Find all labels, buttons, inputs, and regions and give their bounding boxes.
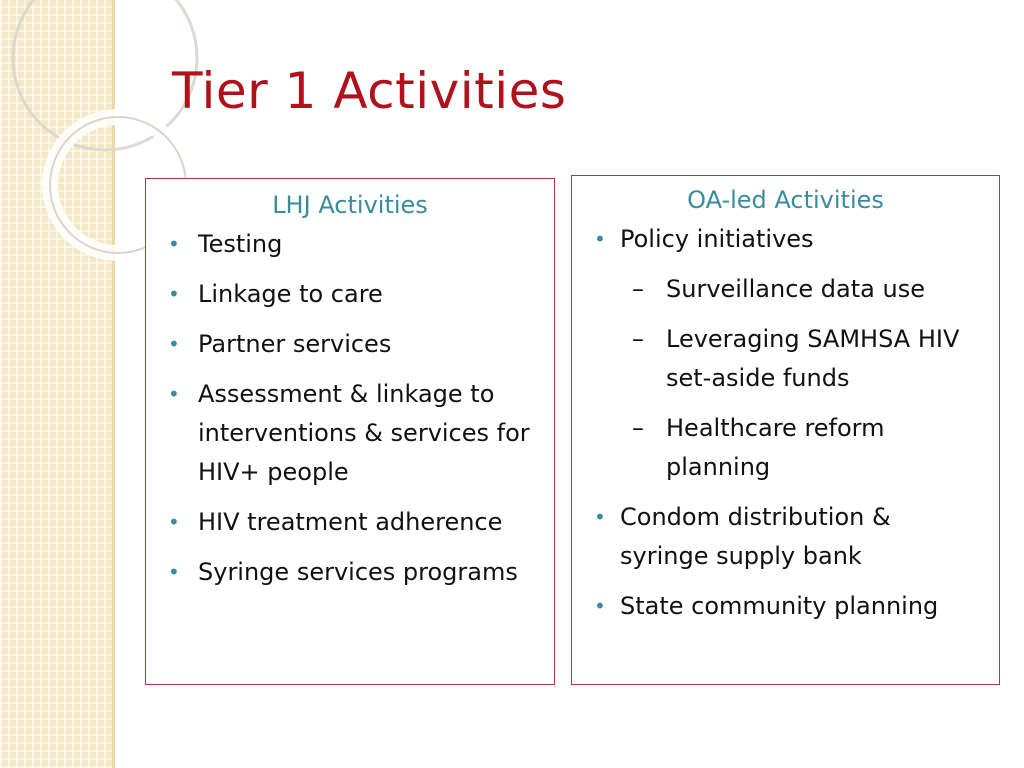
list-item-text: State community planning [620,592,939,620]
bullet-icon: • [168,332,180,356]
list-item-text: Partner services [198,330,392,358]
list-item-text: Policy initiatives [620,225,814,253]
sub-list-item-text: Leveraging SAMHSA HIV set-aside funds [666,325,960,392]
dash-icon: – [632,414,644,442]
bullet-icon: • [168,282,180,306]
list-item [572,587,999,626]
list-item [146,325,554,364]
list-item-text: Linkage to care [198,280,383,308]
list-item [572,220,999,487]
sub-list-item-text: Surveillance data use [666,275,925,303]
list-item [146,503,554,542]
list-item [146,375,554,492]
bullet-icon: • [168,510,180,534]
bullet-icon: • [594,594,606,618]
panel-header: OA-led Activities [687,186,884,214]
panel-header: LHJ Activities [272,191,428,219]
list-item [146,275,554,314]
list-item-text: Syringe services programs [198,558,518,586]
list-item [146,553,554,592]
list-item [572,498,999,576]
sub-list-item [620,270,985,309]
lhj-activities-panel [145,178,555,685]
sub-list-item [620,409,985,487]
bullet-icon: • [168,232,180,256]
oa-led-activities-panel [571,175,1000,685]
sub-list-item [620,320,985,398]
list-item-text: Condom distribution & syringe supply bank [620,503,891,570]
bullet-icon: • [594,227,606,251]
bullet-icon: • [594,505,606,529]
list-item-text: Testing [198,230,283,258]
activity-list [146,225,554,592]
dash-icon: – [632,275,644,303]
list-item [146,225,554,264]
list-item-text: HIV treatment adherence [198,508,503,536]
sub-list-item-text: Healthcare reform planning [666,414,885,481]
bullet-icon: • [168,560,180,584]
bullet-icon: • [168,382,180,406]
sub-list [620,270,985,487]
list-item-text: Assessment & linkage to interventions & services for HIV+ people [198,380,530,486]
dash-icon: – [632,325,644,353]
activity-list [572,220,999,626]
page-title: Tier 1 Activities [172,62,567,120]
